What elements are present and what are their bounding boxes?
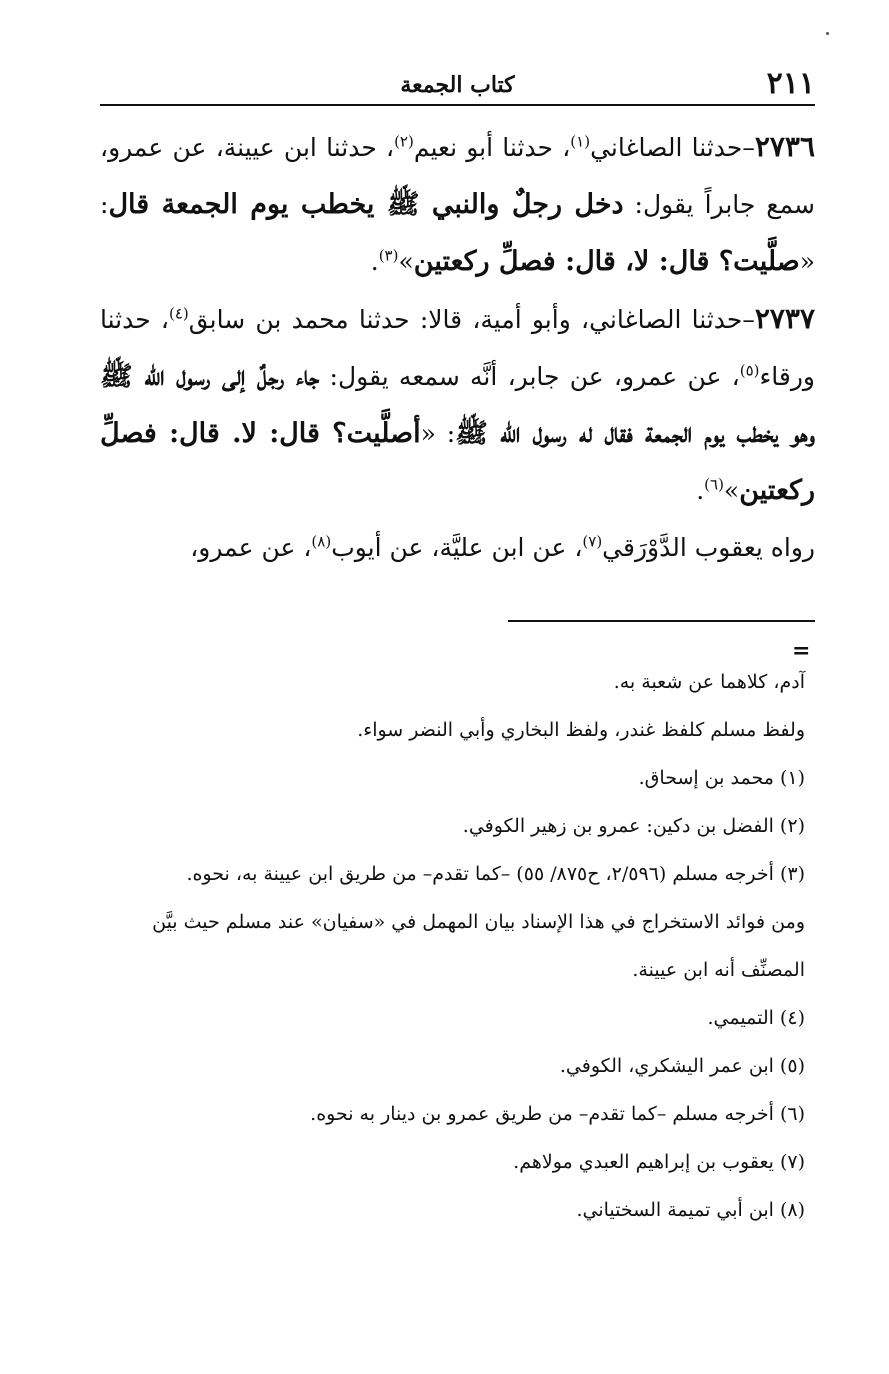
hadith-text: : « bbox=[420, 419, 456, 448]
footnote-1: (١) محمد بن إسحاق. bbox=[638, 767, 805, 789]
hadith-text: ، عن عمرو، عن جابر، أنَّه سمعه يقول: bbox=[319, 362, 740, 391]
scan-speck bbox=[826, 32, 829, 35]
footnote-2: (٢) الفضل بن دكين: عمرو بن زهير الكوفي. bbox=[462, 815, 805, 837]
book-title: كتاب الجمعة bbox=[400, 72, 515, 98]
footnote-3-cont: ومن فوائد الاستخراج في هذا الإسناد بيان المهمل في «سفيان» عند مسلم حيث بيَّن bbox=[152, 911, 805, 933]
footnote-ref: (٥) bbox=[739, 361, 760, 380]
hadith-text: . bbox=[370, 247, 379, 276]
hadith-text: » bbox=[723, 476, 740, 505]
hadith-text: –حدثنا الصاغاني، وأبو أمية، قالا: حدثنا محمد بن سابق bbox=[188, 305, 755, 334]
footnote-4: (٤) التميمي. bbox=[707, 1007, 805, 1029]
footnote-ref: (٤) bbox=[169, 304, 189, 323]
hadith-text: . bbox=[696, 476, 705, 505]
hadith-number: ٢٧٣٦ bbox=[754, 130, 815, 163]
main-text bbox=[100, 118, 815, 576]
header-rule bbox=[100, 104, 815, 106]
hadith-matn: جاء رجلٌ إلى رسول الله ﷺ وهو يخطب يوم الجمعة فقال له رسول الله ﷺ bbox=[100, 361, 815, 449]
hadith-matn: أصلَّيت؟ قال: لا. قال: فصلِّ ركعتين bbox=[100, 418, 815, 506]
footnotes bbox=[100, 658, 805, 1234]
hadith-text: رواه يعقوب الدَّوْرَقي bbox=[602, 533, 815, 562]
hadith-text: ، حدثنا أبو نعيم bbox=[413, 133, 571, 162]
hadith-text: ، حدثنا ابن عيينة، عن عمرو، سمع جابراً يقول: bbox=[100, 133, 816, 219]
hadith-matn: صلَّيت؟ قال: لا، قال: فصلِّ ركعتين bbox=[413, 246, 800, 277]
footnote-ref: (٦) bbox=[704, 475, 724, 494]
footnote-continuation-mark: = bbox=[792, 638, 811, 664]
hadith-text: –حدثنا الصاغاني bbox=[590, 133, 755, 162]
hadith-2737 bbox=[100, 290, 815, 519]
footnote-3: (٣) أخرجه مسلم (٢/٥٩٦، ح٨٧٥/ ٥٥) –كما تقدم– من طريق ابن عيينة به، نحوه. bbox=[186, 863, 805, 885]
hadith-text: ، عن عمرو، bbox=[190, 533, 312, 562]
footnote-ref: (٢) bbox=[394, 132, 414, 151]
footnote-7: (٧) يعقوب بن إبراهيم العبدي مولاهم. bbox=[513, 1151, 805, 1173]
hadith-2736 bbox=[100, 118, 815, 290]
footnote-ref: (١) bbox=[570, 132, 591, 151]
footnote-ref: (٨) bbox=[311, 532, 332, 551]
footnote-line: ولفظ مسلم كلفظ غندر، ولفظ البخاري وأبي النضر سواء. bbox=[357, 719, 805, 741]
running-header bbox=[100, 66, 815, 106]
hadith-text: » bbox=[398, 247, 414, 276]
footnote-ref: (٧) bbox=[582, 532, 603, 551]
hadith-text: ، عن ابن عليَّة، عن أيوب bbox=[331, 533, 583, 562]
hadith-text: ، حدثنا ورقاء bbox=[100, 305, 815, 391]
footnote-separator bbox=[508, 620, 815, 622]
footnote-line: آدم، كلاهما عن شعبة به. bbox=[613, 671, 805, 693]
footnote-ref: (٣) bbox=[378, 246, 399, 265]
footnote-5: (٥) ابن عمر اليشكري، الكوفي. bbox=[559, 1055, 805, 1077]
footnote-3-cont: المصنِّف أنه ابن عيينة. bbox=[632, 959, 805, 981]
footnote-6: (٦) أخرجه مسلم –كما تقدم– من طريق عمرو بن دينار به نحوه. bbox=[310, 1103, 805, 1125]
hadith-number: ٢٧٣٧ bbox=[754, 302, 815, 335]
hadith-text: : « bbox=[100, 190, 815, 276]
page-number: ٢١١ bbox=[766, 66, 815, 101]
hadith-riwaya bbox=[100, 519, 815, 576]
footnote-8: (٨) ابن أبي تميمة السختياني. bbox=[576, 1199, 805, 1221]
hadith-matn: دخل رجلٌ والنبي ﷺ يخطب يوم الجمعة قال bbox=[108, 189, 624, 220]
